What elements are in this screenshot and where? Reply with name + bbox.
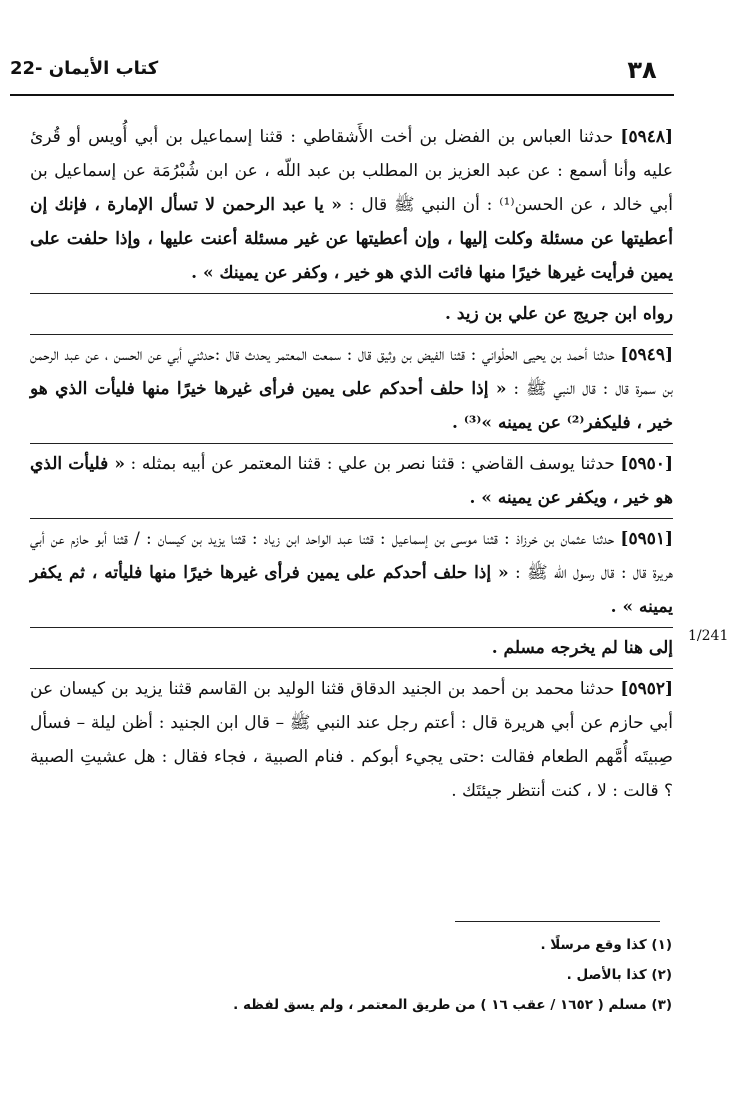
footnotes — [200, 930, 672, 1020]
footnote-2: (٢) كذا بالأصل . — [566, 967, 672, 983]
footnote-1: (١) كذا وقع مرسلًا . — [540, 937, 672, 953]
hadith-isnad: حدثنا العباس بن الفضل بن أخت الأَشقاطي : قثنا إسماعيل بن أبي أُويس أو قُرئ عليه وأنا أسمع : عن عبد العزيز بن المطلب بن عبد اللّه ، عن ابن شُبْرُمَة عن إسماعيل بن أبي خالد ، عن الحسن⁽¹⁾ : أن النبي ﷺ قال : — [30, 127, 674, 215]
paragraph-divider — [30, 518, 673, 519]
hadith-5948 — [30, 120, 673, 290]
paragraph-divider — [30, 334, 673, 335]
note-text: إلى هنا لم يخرجه مسلم . — [491, 638, 673, 658]
hadith-matn: « إذا حلف أحدكم على يمين فرأى غيرها خيرًا منها فليأت الذي هو خير ، فليكفر⁽²⁾ عن يمينه »⁽³⁾ . — [30, 379, 673, 433]
hadith-number: [٥٩٤٩] — [620, 345, 673, 365]
page-header — [0, 56, 746, 96]
narration-note — [30, 297, 673, 331]
page-number: ٣٨ — [627, 56, 657, 84]
hadith-5949 — [30, 338, 673, 440]
hadith-isnad: حدثنا أحمد بن يحيى الحلْواني : قثنا الفيض بن وثيق قال : سمعت المعتمر يحدث قال :حدثني أبي عن الحسن ، عن عبد الرحمن بن سمرة قال : قال النبي ﷺ : — [30, 345, 673, 399]
main-text — [30, 120, 673, 808]
hadith-5950 — [30, 447, 673, 515]
hadith-number: [٥٩٥١] — [620, 529, 674, 549]
paragraph-divider — [30, 668, 673, 669]
footnote-3: (٣) مسلم ( ١٦٥٢ / عقب ١٦ ) من طريق المعتمر ، ولم يسق لفظه . — [233, 997, 672, 1013]
hadith-isnad: حدثنا عثمان بن خرزاذ : قثنا موسى بن إسماعيل : قثنا عبد الواحد ابن زياد : قثنا يزيد بن كيسان : / قثنا أبو حازم عن أبي هريرة قال : قال رسول اللّه ﷺ : — [30, 529, 673, 583]
hadith-matn: « إذا حلف أحدكم على يمين فرأى غيرها خيرًا منها فليأته ، ثم يكفر يمينه » . — [30, 563, 673, 617]
hadith-isnad: حدثنا محمد بن أحمد بن الجنيد الدقاق قثنا الوليد بن القاسم قثنا يزيد بن كيسان عن أبي حازم عن أبي هريرة قال : أعتم رجل عند النبي ﷺ – قال ابن الجنيد : أظن ليلة – فسأل صِبيتَه أُمَّهم الطعام فقالت :حتى يجيء أبوكم . فنام الصبية ، فجاء فقال : هل عشيتِ الصبية ؟ قالت : لا ، كنت أنتظر جيئتَك . — [30, 679, 673, 801]
paragraph-divider — [30, 627, 673, 628]
hadith-number: [٥٩٥٢] — [620, 679, 674, 699]
chapter-title: 22- كتاب الأيمان — [10, 58, 159, 79]
hadith-matn: « يا عبد الرحمن لا تسأل الإمارة ، فإنك إن أعطيتها عن مسئلة وكلت إليها ، وإن أعطيتها عن غير مسئلة أعنت عليها ، وإذا حلفت على يمين فرأيت غيرها خيرًا منها فائت الذي هو خير ، وكفر عن يمينك » . — [30, 195, 673, 283]
paragraph-divider — [30, 293, 673, 294]
narration-note — [30, 631, 673, 665]
hadith-isnad: حدثنا يوسف القاضي : قثنا نصر بن علي : قثنا المعتمر عن أبيه بمثله : — [130, 454, 615, 474]
hadith-number: [٥٩٥٠] — [620, 454, 673, 474]
paragraph-divider — [30, 443, 673, 444]
hadith-number: [٥٩٤٨] — [620, 127, 674, 147]
header-rule — [10, 94, 674, 96]
hadith-matn: « فليأت الذي هو خير ، ويكفر عن يمينه » . — [30, 454, 673, 508]
hadith-5951 — [30, 522, 673, 624]
hadith-5952 — [30, 672, 673, 808]
margin-reference: 1/241 — [688, 628, 729, 644]
note-text: رواه ابن جريج عن علي بن زيد . — [445, 304, 673, 324]
footnote-rule — [455, 921, 660, 922]
